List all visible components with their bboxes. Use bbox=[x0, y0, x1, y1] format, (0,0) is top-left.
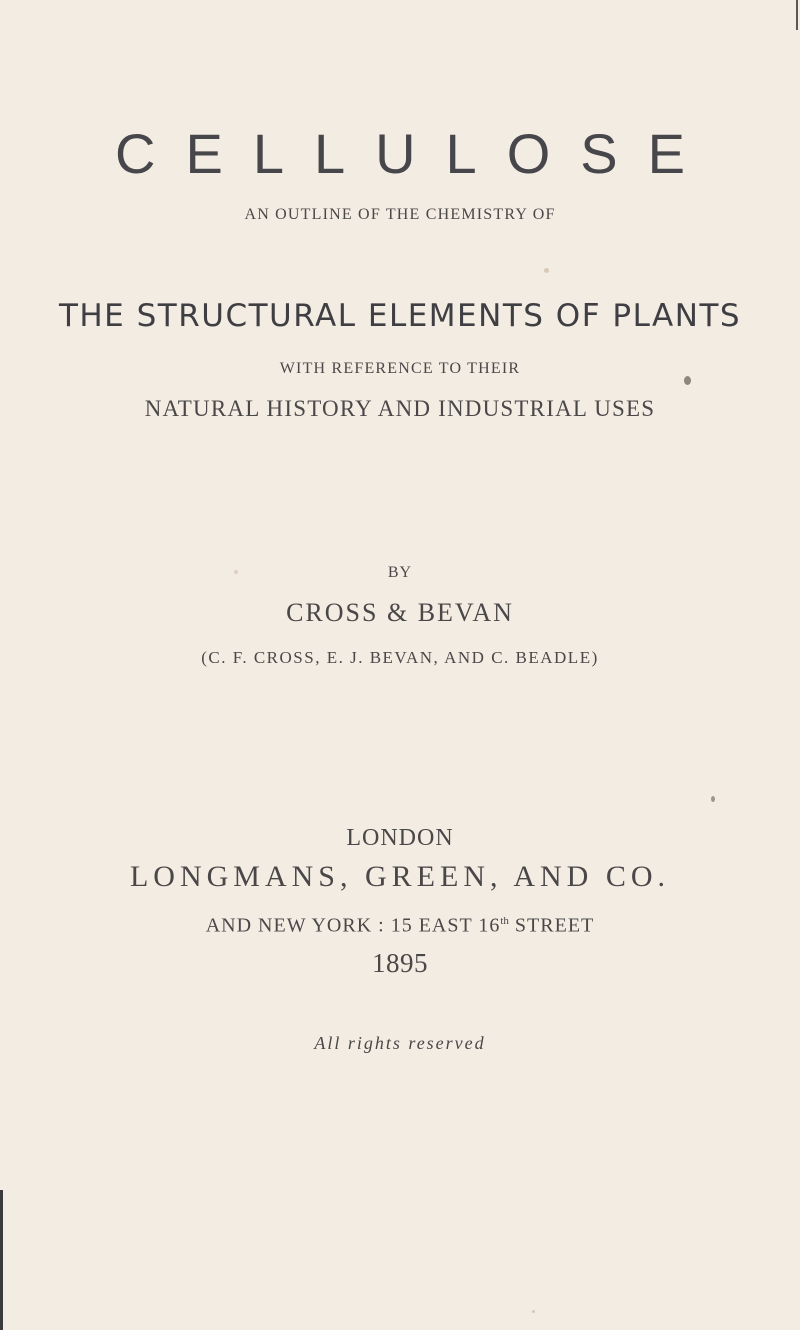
authors-short: CROSS & BEVAN bbox=[286, 598, 514, 627]
address-prefix: AND NEW YORK : 15 EAST 16 bbox=[205, 914, 501, 937]
page-edge bbox=[796, 0, 798, 30]
imprint-year: 1895 bbox=[372, 948, 428, 978]
subtitle-line-2: THE STRUCTURAL ELEMENTS OF PLANTS bbox=[58, 298, 742, 334]
address-superscript: th bbox=[500, 915, 509, 927]
rights-notice: All rights reserved bbox=[314, 1033, 486, 1053]
subtitle-line-1: AN OUTLINE OF THE CHEMISTRY OF bbox=[244, 206, 556, 223]
by-label: BY bbox=[387, 564, 413, 581]
authors-full: (C. F. CROSS, E. J. BEVAN, AND C. BEADLE) bbox=[201, 648, 599, 667]
imprint-city: LONDON bbox=[346, 825, 454, 851]
address-suffix: STREET bbox=[514, 914, 595, 937]
paper-speck bbox=[532, 1310, 535, 1313]
imprint-address bbox=[0, 909, 800, 938]
book-title: CELLULOSE bbox=[115, 122, 715, 185]
subtitle-line-3: WITH REFERENCE TO THEIR bbox=[279, 360, 521, 377]
paper-speck bbox=[544, 268, 549, 273]
binding-edge bbox=[0, 1190, 3, 1330]
imprint-publisher: LONGMANS, GREEN, AND CO. bbox=[129, 860, 670, 893]
paper-speck bbox=[711, 796, 715, 802]
subtitle-line-4: NATURAL HISTORY AND INDUSTRIAL USES bbox=[144, 396, 656, 421]
